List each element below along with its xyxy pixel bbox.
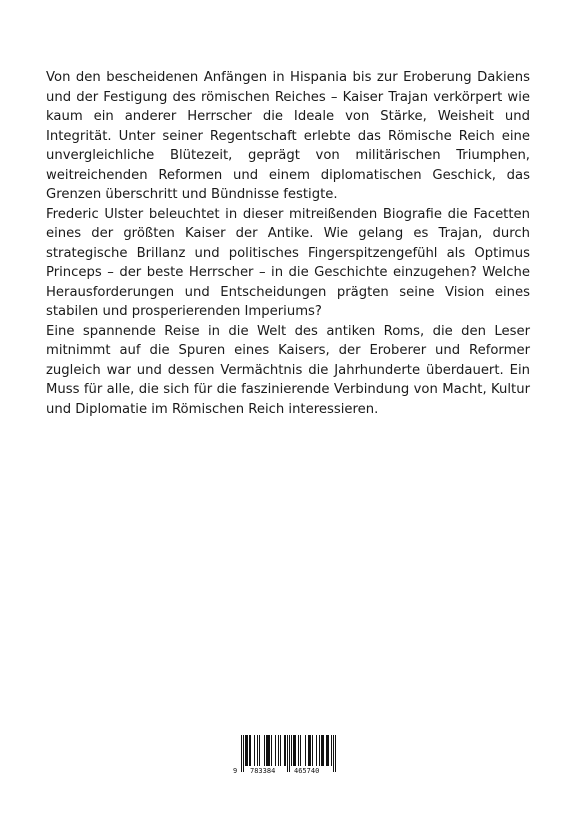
barcode-bar xyxy=(326,735,327,766)
barcode-bar xyxy=(280,735,281,766)
isbn-barcode xyxy=(230,735,342,777)
barcode-bar xyxy=(293,735,294,766)
barcode-bar xyxy=(295,735,296,766)
barcode-bar xyxy=(328,735,329,766)
barcode-bar xyxy=(269,735,270,766)
barcode-bar xyxy=(309,735,310,766)
barcode-bar xyxy=(284,735,285,766)
barcode-first-digit: 9 xyxy=(233,767,238,775)
barcode-bar xyxy=(319,735,320,766)
barcode-bar xyxy=(278,735,279,766)
barcode-bar xyxy=(294,735,295,766)
barcode-bar xyxy=(308,735,309,766)
barcode-bar xyxy=(250,735,251,766)
barcode-bar xyxy=(245,735,246,766)
barcode-bar xyxy=(327,735,328,766)
barcode-bar xyxy=(268,735,269,766)
barcode-bar xyxy=(254,735,255,766)
barcode-bar xyxy=(298,735,299,766)
barcode-bar xyxy=(246,735,247,766)
barcode-bar xyxy=(266,735,267,766)
barcode-bar xyxy=(312,735,313,766)
barcode-digits xyxy=(230,766,342,776)
barcode-bar xyxy=(322,735,323,766)
barcode-left-group: 783384 xyxy=(250,767,276,775)
barcode-bar xyxy=(285,735,286,766)
barcode-bar xyxy=(321,735,322,766)
barcode-bar xyxy=(323,735,324,766)
barcode-bar xyxy=(310,735,311,766)
barcode-bar xyxy=(271,735,272,766)
barcode-bar xyxy=(249,735,250,766)
barcode-bar xyxy=(331,735,332,766)
barcode-bar xyxy=(300,735,301,766)
barcode-bar xyxy=(305,735,306,766)
blurb-text xyxy=(46,68,530,419)
barcode-bar xyxy=(267,735,268,766)
barcode-bar xyxy=(259,735,260,766)
barcode-bar xyxy=(264,735,265,766)
barcode-bar xyxy=(316,735,317,766)
barcode-bar xyxy=(291,735,292,766)
blurb-paragraph-3: Eine spannende Reise in die Welt des antiken Roms, die den Leser mitnimmt auf die Spuren eines Kaisers, der Eroberer und Reformer zugleich war und dessen Vermächtnis die Jahrhunderte überdauert. Ein Muss für alle, die sich für die faszinierende Verbindung von Macht, Kultur und Diplomatie im Römischen Reich interessieren. xyxy=(46,323,530,417)
barcode-right-group: 465740 xyxy=(294,767,320,775)
barcode-bar xyxy=(257,735,258,766)
barcode-bar xyxy=(247,735,248,766)
blurb-paragraph-2: Frederic Ulster beleuchtet in dieser mitreißenden Biografie die Facetten eines der größten Kaiser der Antike. Wie gelang es Trajan, durch strategische Brillanz und politisches Fingerspitzengefühl als Optimus Princeps – der beste Herrscher – in die Geschichte einzugehen? Welche Herausforderungen und Entscheidungen prägten seine Vision eines stabilen und prosperierenden Imperiums? xyxy=(46,206,530,319)
blurb-paragraph-1: Von den bescheidenen Anfängen in Hispania bis zur Eroberung Dakiens und der Festigung des römischen Reiches – Kaiser Trajan verkörpert wie kaum ein anderer Herrscher die Ideale von Stärke, Weisheit und Integrität. Unter seiner Regentschaft erlebte das Römische Reich eine unvergleichliche Blütezeit, geprägt von militärischen Triumphen, weitreichenden Reformen und einem diplomatischen Geschick, das Grenzen überschritt und Bündnisse festigte. xyxy=(46,70,530,202)
barcode-bar xyxy=(275,735,276,766)
